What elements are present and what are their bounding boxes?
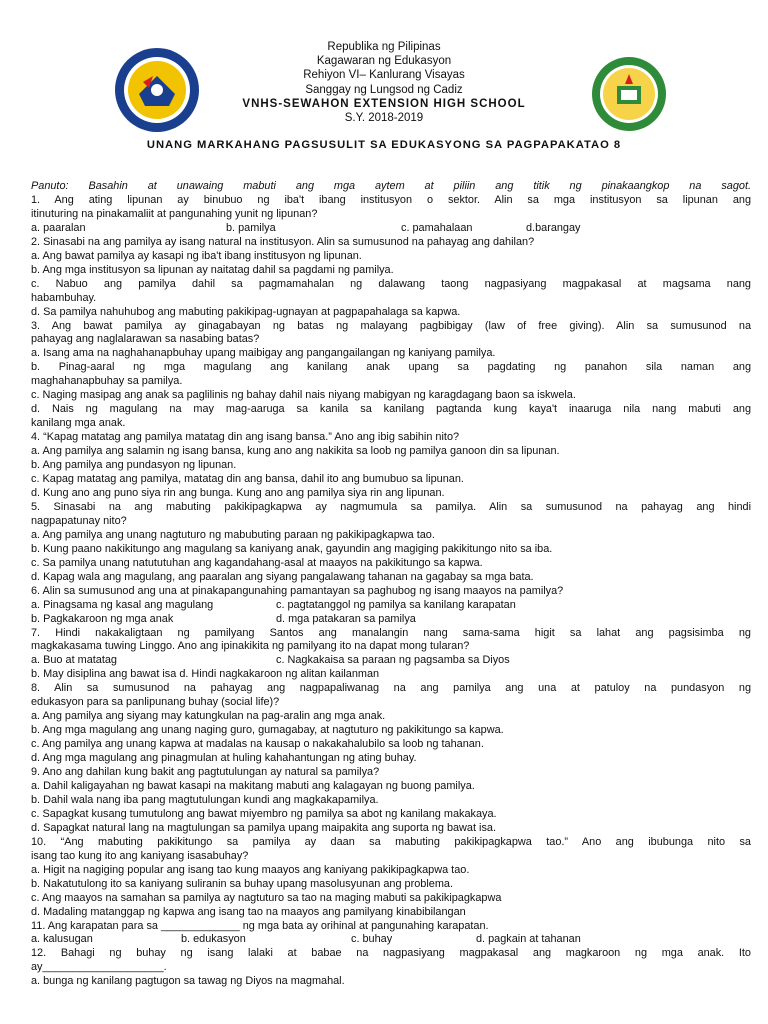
option: a. paaralan [31, 221, 86, 234]
question-1-options [31, 222, 751, 236]
option: a. Higit na nagiging popular ang isang tao kung maayos ang kaniyang pakikipagkapwa tao. [31, 863, 470, 876]
header-line-4: Sanggay ng Lungsod ng Cadiz [305, 83, 463, 96]
option: b. Dahil wala nang iba pang magtutulungan kundi ang magkakapamilya. [31, 793, 379, 806]
question-4: 4. “Kapag matatag ang pamilya matatag din ang isang bansa.” Ano ang ibig sabihin nito? [31, 431, 460, 444]
question-2: 2. Sinasabi na ang pamilya ay isang natural na institusyon. Alin sa sumusunod na pahayag ang dahilan? [31, 235, 535, 248]
option: d. Sapagkat natural lang na magtulungan sa pamilya upang maipakita ang suporta ng bawat isa. [31, 821, 496, 834]
option: d. Sa pamilya nahuhubog ang mabuting pakikipag-ugnayan at pagpapahalaga sa kapwa. [31, 305, 461, 318]
option: a. Ang pamilya ang unang nagtuturo ng mabubuting paraan ng pakikipagkapwa tao. [31, 528, 435, 541]
header-line-3: Rehiyon VI– Kanlurang Visayas [303, 69, 465, 82]
question-6: 6. Alin sa sumusunod ang una at pinakapangunahing pamantayan sa paghubog ng isang maayos na pamilya? [31, 584, 564, 597]
option: c. pamahalaan [401, 221, 473, 234]
option: d. Kung ano ang puno siya rin ang bunga. Kung ano ang pamilya siya rin ang lipunan. [31, 486, 445, 499]
option: a. Ang bawat pamilya ay kasapi ng iba't ibang institusyon ng lipunan. [31, 249, 362, 262]
instructions: Panuto: Basahin at unawaing mabuti ang mga aytem at piliin ang titik ng pinakaangkop na sagot. [31, 180, 751, 192]
option-continued: maghahanapbuhay sa pamilya. [31, 375, 183, 388]
school-name: VNHS-SEWAHON EXTENSION HIGH SCHOOL [242, 97, 526, 110]
option: b. Kung paano nakikitungo ang magulang sa kaniyang anak, gayundin ang magiging pakikitungo nito sa iba. [31, 542, 553, 555]
question-8-line-1: 8. Alin sa sumusunod na pahayag ang nagpapaliwanag na ang pamilya ang una at patuloy na pundasyon ng [31, 682, 751, 695]
option: d. pagkain at tahanan [476, 933, 581, 946]
header-line-2: Kagawaran ng Edukasyon [316, 55, 452, 68]
option: a. kalusugan [31, 933, 93, 946]
option: a. Pinagsama ng kasal ang magulang [31, 598, 214, 611]
option: d. Ang mga magulang ang pinagmulan at huling kahahantungan ng ating buhay. [31, 752, 417, 765]
option: d. Nais ng magulang na may mag-aaruga sa kanila sa kanilang pagtanda kung kaya't inaaruga nila nang mabuti ang [31, 403, 751, 416]
question-11: 11. Ang karapatan para sa _____________ ng mga bata ay orihinal at pangunahing karapatan. [31, 919, 489, 932]
option: c. Ang maayos na samahan sa pamilya ay nagtuturo sa tao na maging mabuti sa pakikipagkapwa [31, 891, 502, 904]
option: a. Ang pamilya ang salamin ng isang bansa, kung ano ang nakikita sa loob ng pamilya ganoon din sa lipunan. [31, 445, 560, 458]
option: c. Sa pamilya unang natututuhan ang kagandahang-asal at maayos na pakikitungo sa kapwa. [31, 556, 483, 569]
question-9: 9. Ano ang dahilan kung bakit ang pagtutulungan ay natural sa pamilya? [31, 766, 380, 779]
question-3-line-1: 3. Ang bawat pamilya ay ginagabayan ng batas ng malayang pagbibigay (law of free giving). Alin sa sumusunod na [31, 319, 751, 332]
option: b. Pinag-aaral ng mga magulang ang kanilang anak upang sa pagdating ng panahon sila naman ang [31, 361, 751, 374]
question-7-line-2: magkakasama tuwing Linggo. Ano ang ipinakikita ng pamilyang ito na dapat mong tularan? [31, 640, 470, 653]
option: c. Nabuo ang pamilya dahil sa pagmamahalan ng dalawang taong nagpasiyang magpakasal at magsama nang [31, 277, 751, 290]
option: d. Madaling matanggap ng kapwa ang isang tao na maayos ang pamilyang kinabibilangan [31, 905, 466, 918]
option: b. Ang mga institusyon sa lipunan ay naitatag dahil sa pagdami ng pamilya. [31, 263, 394, 276]
option: c. Naging masipag ang anak sa paglilinis ng bahay dahil nais niyang mabigyan ng karagdagang baon sa iskwela. [31, 389, 576, 402]
option: a. Buo at matatag [31, 654, 117, 667]
school-year: S.Y. 2018-2019 [344, 112, 424, 125]
question-12-line-2: ay____________________. [31, 961, 167, 974]
question-7-options-row-2: b. May disiplina ang bawat isa d. Hindi nagkakaroon ng alitan kailanman [31, 668, 380, 681]
option: c. Ang pamilya ang unang kapwa at madalas na kausap o nakakahalubilo sa loob ng tahanan. [31, 738, 484, 751]
question-5-line-2: nagpapatunay nito? [31, 514, 127, 527]
option: b. Ang mga magulang ang unang naging guro, gumagabay, at nagtuturo ng pakikitungo sa kapwa. [31, 724, 504, 737]
question-7-line-1: 7. Hindi nakakaligtaan ng pamilyang Santos ang manalangin nang sama-sama higit sa lahat ang pagsisimba ng [31, 626, 751, 639]
question-6-options-row-2 [31, 613, 751, 627]
question-6-options-row-1 [31, 599, 751, 613]
option: a. Isang ama na naghahanapbuhay upang maibigay ang pangangailangan ng kaniyang pamilya. [31, 347, 496, 360]
option: a. Dahil kaligayahan ng bawat kasapi na makitang mabuti ang kalagayan ng buong pamilya. [31, 779, 475, 792]
question-1-line-2: itinuturing na pinakamaliit at pangunahing yunit ng lipunan? [31, 207, 318, 220]
option: a. bunga ng kanilang pagtugon sa tawag ng Diyos na magmahal. [31, 975, 345, 988]
document-header [0, 40, 768, 125]
exam-title: UNANG MARKAHANG PAGSUSULIT SA EDUKASYONG SA PAGPAPAKATAO 8 [146, 139, 622, 151]
option: c. Sapagkat kusang tumutulong ang bawat miyembro ng pamilya sa abot ng kanilang makakaya. [31, 807, 497, 820]
option: b. Pagkakaroon ng mga anak [31, 612, 174, 625]
option: b. Ang pamilya ang pundasyon ng lipunan. [31, 459, 237, 472]
option: b. edukasyon [181, 933, 246, 946]
question-1-line-1: 1. Ang ating lipunan ay binubuo ng iba't ibang institusyon o sektor. Alin sa mga institusyon sa lipunan ang [31, 193, 751, 206]
option: a. Ang pamilya ang siyang may katungkulan na pag-aralin ang mga anak. [31, 710, 386, 723]
header-line-1: Republika ng Pilipinas [327, 41, 441, 53]
question-7-options-row-1 [31, 654, 751, 668]
option: b. pamilya [226, 221, 276, 234]
exam-body [31, 180, 751, 989]
question-12-line-1: 12. Bahagi ng buhay ng isang lalaki at babae na nagpasiyang magpakasal ang magkaroon ng mga anak. Ito [31, 947, 751, 960]
question-8-line-2: edukasyon para sa panlipunang buhay (social life)? [31, 696, 280, 709]
question-3-line-2: pahayag ang naglalarawan sa nasabing batas? [31, 333, 260, 346]
question-11-options [31, 933, 751, 947]
option-continued: habambuhay. [31, 291, 97, 304]
option: c. Kapag matatag ang pamilya, matatag din ang bansa, dahil ito ang bumubuo sa lipunan. [31, 473, 464, 486]
option: d. Kapag wala ang magulang, ang paaralan ang siyang pangalawang tahanan na gagabay sa mga bata. [31, 570, 534, 583]
option: d.barangay [526, 221, 581, 234]
option: c. Nagkakaisa sa paraan ng pagsamba sa Diyos [276, 654, 510, 667]
question-5-line-1: 5. Sinasabi na ang mabuting pakikipagkapwa ay nagmumula sa pamilya. Alin sa sumusunod na pahayag ang hindi [31, 500, 751, 513]
question-10-line-2: isang tao kung ito ang kaniyang isasabuhay? [31, 849, 249, 862]
option: d. mga patakaran sa pamilya [276, 612, 416, 625]
option: c. pagtatanggol ng pamilya sa kanilang karapatan [276, 598, 516, 611]
option-continued: kanilang mga anak. [31, 417, 126, 430]
question-10-line-1: 10. “Ang mabuting pakikitungo sa pamilya ay daan sa mabuting pakikipagkapwa tao.” Ano ang ibubunga nito sa [31, 835, 751, 848]
option: c. buhay [351, 933, 393, 946]
option: b. Nakatutulong ito sa kaniyang suliranin sa buhay upang masolusyunan ang problema. [31, 877, 453, 890]
